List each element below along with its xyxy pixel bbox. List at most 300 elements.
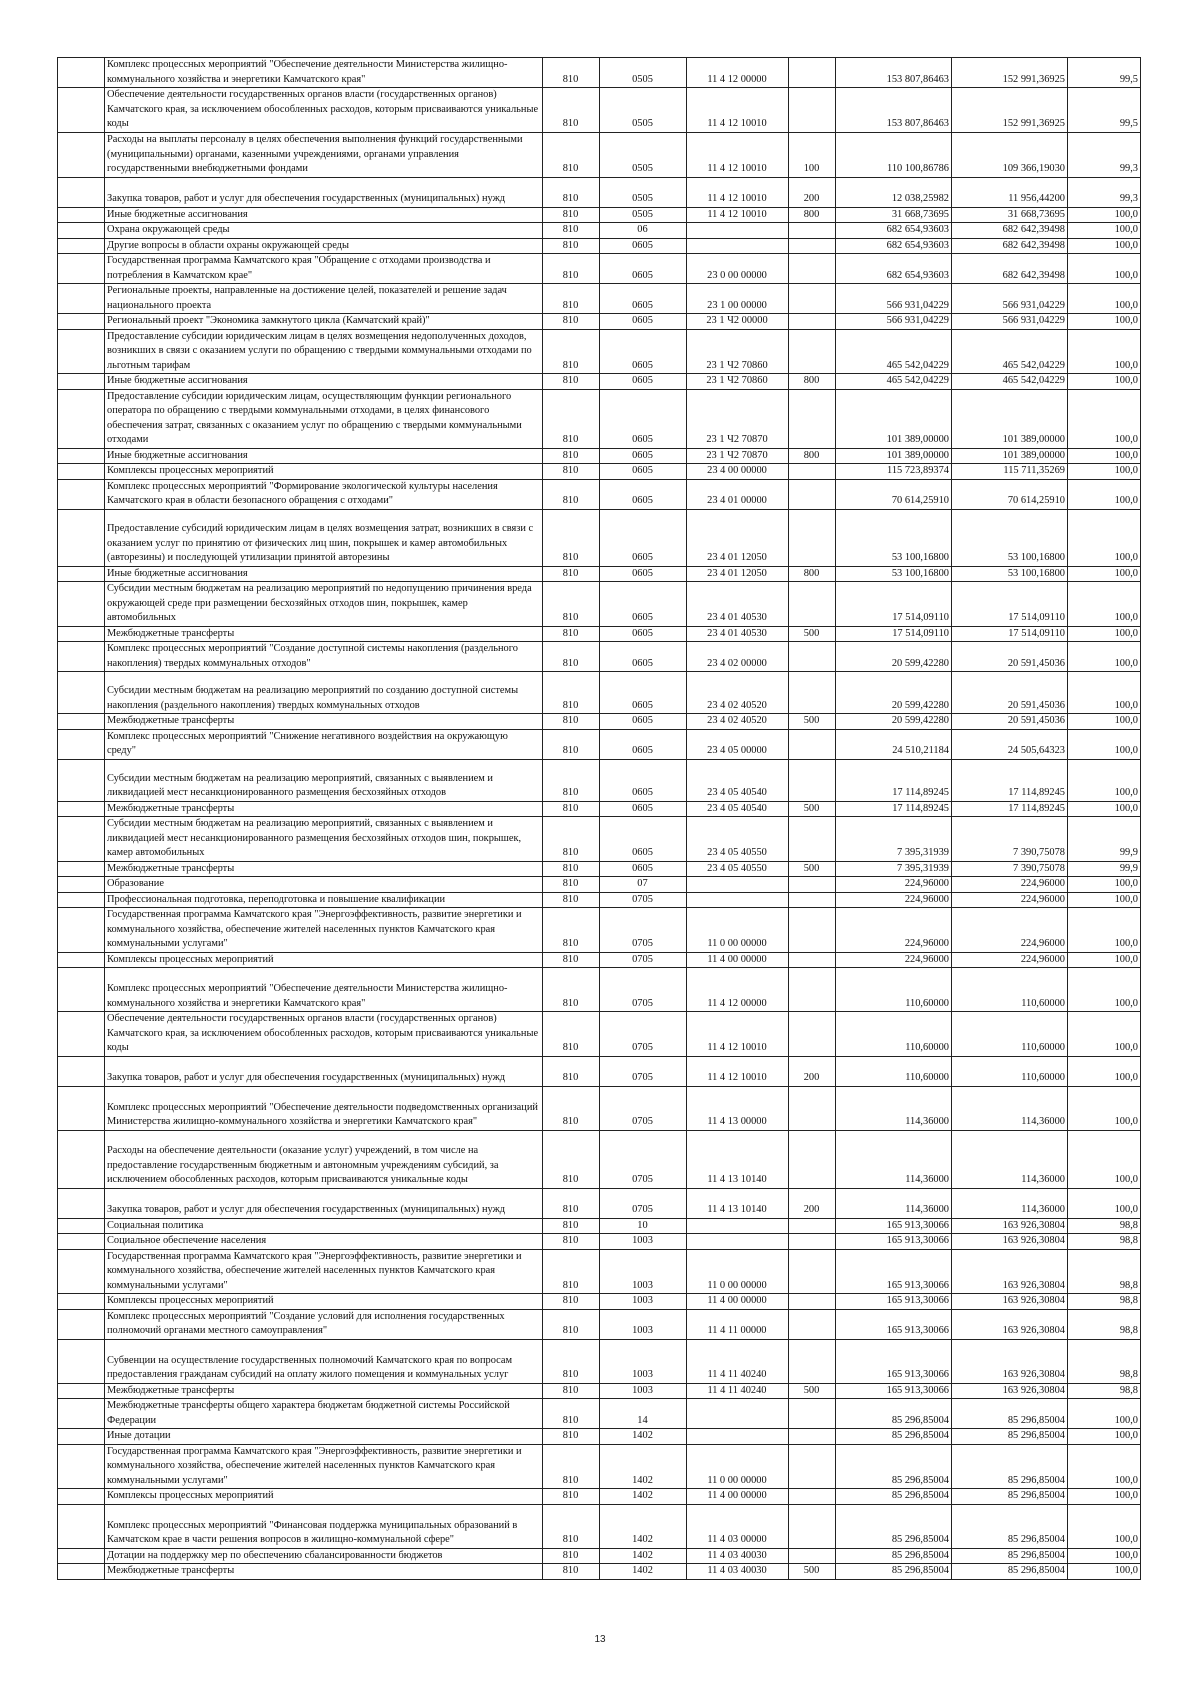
target-article-cell: 23 4 00 00000 bbox=[687, 464, 789, 480]
expense-type-cell bbox=[789, 479, 836, 509]
expense-type-cell: 200 bbox=[789, 1056, 836, 1086]
table-row bbox=[58, 314, 1141, 330]
table-row bbox=[58, 329, 1141, 374]
plan-amount-cell: 566 931,04229 bbox=[836, 314, 952, 330]
section-code-cell: 0605 bbox=[600, 817, 687, 862]
table-row bbox=[58, 1489, 1141, 1505]
table-row bbox=[58, 714, 1141, 730]
table-row bbox=[58, 908, 1141, 953]
target-article-cell: 11 4 12 00000 bbox=[687, 968, 789, 1012]
grbs-code-cell: 810 bbox=[543, 1444, 600, 1489]
section-code-cell: 1402 bbox=[600, 1489, 687, 1505]
plan-amount-cell: 12 038,25982 bbox=[836, 177, 952, 207]
section-code-cell: 1402 bbox=[600, 1548, 687, 1564]
table-row bbox=[58, 207, 1141, 223]
table-row bbox=[58, 58, 1141, 88]
actual-amount-cell: 85 296,85004 bbox=[952, 1489, 1068, 1505]
target-article-cell: 11 4 12 10010 bbox=[687, 1056, 789, 1086]
target-article-cell: 23 4 01 00000 bbox=[687, 479, 789, 509]
row-marker-cell bbox=[58, 132, 105, 177]
plan-amount-cell: 70 614,25910 bbox=[836, 479, 952, 509]
plan-amount-cell: 85 296,85004 bbox=[836, 1444, 952, 1489]
section-code-cell: 0605 bbox=[600, 642, 687, 672]
actual-amount-cell: 17 114,89245 bbox=[952, 759, 1068, 801]
grbs-code-cell: 810 bbox=[543, 672, 600, 714]
row-marker-cell bbox=[58, 177, 105, 207]
table-row bbox=[58, 566, 1141, 582]
item-name-cell: Иные бюджетные ассигнования bbox=[105, 374, 543, 390]
actual-amount-cell: 163 926,30804 bbox=[952, 1294, 1068, 1310]
actual-amount-cell: 465 542,04229 bbox=[952, 329, 1068, 374]
table-row bbox=[58, 1086, 1141, 1130]
row-marker-cell bbox=[58, 1218, 105, 1234]
actual-amount-cell: 163 926,30804 bbox=[952, 1339, 1068, 1383]
plan-amount-cell: 85 296,85004 bbox=[836, 1429, 952, 1445]
table-row bbox=[58, 1249, 1141, 1294]
table-row bbox=[58, 254, 1141, 284]
item-name-cell: Профессиональная подготовка, переподготовка и повышение квалификации bbox=[105, 892, 543, 908]
section-code-cell: 0705 bbox=[600, 908, 687, 953]
section-code-cell: 0705 bbox=[600, 952, 687, 968]
grbs-code-cell: 810 bbox=[543, 238, 600, 254]
plan-amount-cell: 110,60000 bbox=[836, 968, 952, 1012]
expense-type-cell bbox=[789, 968, 836, 1012]
plan-amount-cell: 17 514,09110 bbox=[836, 626, 952, 642]
item-name-cell: Межбюджетные трансферты bbox=[105, 801, 543, 817]
section-code-cell: 0605 bbox=[600, 729, 687, 759]
actual-amount-cell: 7 390,75078 bbox=[952, 861, 1068, 877]
grbs-code-cell: 810 bbox=[543, 801, 600, 817]
budget-execution-table bbox=[57, 57, 1141, 1580]
actual-amount-cell: 109 366,19030 bbox=[952, 132, 1068, 177]
plan-amount-cell: 165 913,30066 bbox=[836, 1339, 952, 1383]
table-row bbox=[58, 389, 1141, 448]
execution-percent-cell: 100,0 bbox=[1068, 642, 1141, 672]
row-marker-cell bbox=[58, 817, 105, 862]
plan-amount-cell: 85 296,85004 bbox=[836, 1564, 952, 1580]
item-name-cell: Предоставление субсидии юридическим лицам, осуществляющим функции регионального оператора по обращению с твердыми коммунальными отходами, в целях финансового обеспечения затрат, связанных с оказанием услуг по обращению с твердыми коммунальными отходами bbox=[105, 389, 543, 448]
section-code-cell: 14 bbox=[600, 1399, 687, 1429]
target-article-cell: 11 4 11 40240 bbox=[687, 1383, 789, 1399]
section-code-cell: 0505 bbox=[600, 88, 687, 133]
target-article-cell: 23 1 Ч2 70860 bbox=[687, 329, 789, 374]
execution-percent-cell: 100,0 bbox=[1068, 284, 1141, 314]
execution-percent-cell: 98,8 bbox=[1068, 1294, 1141, 1310]
expense-type-cell bbox=[789, 1429, 836, 1445]
section-code-cell: 1003 bbox=[600, 1309, 687, 1339]
plan-amount-cell: 85 296,85004 bbox=[836, 1399, 952, 1429]
grbs-code-cell: 810 bbox=[543, 582, 600, 627]
item-name-cell: Иные бюджетные ассигнования bbox=[105, 448, 543, 464]
table-row bbox=[58, 464, 1141, 480]
plan-amount-cell: 110,60000 bbox=[836, 1056, 952, 1086]
plan-amount-cell: 17 114,89245 bbox=[836, 801, 952, 817]
actual-amount-cell: 224,96000 bbox=[952, 877, 1068, 893]
grbs-code-cell: 810 bbox=[543, 1504, 600, 1548]
grbs-code-cell: 810 bbox=[543, 729, 600, 759]
execution-percent-cell: 100,0 bbox=[1068, 238, 1141, 254]
item-name-cell: Обеспечение деятельности государственных органов власти (государственных органов) Камчатского края, за исключением обособленных расходов, которым присваиваются уникальные коды bbox=[105, 1012, 543, 1057]
section-code-cell: 1003 bbox=[600, 1383, 687, 1399]
expense-type-cell bbox=[789, 1130, 836, 1188]
execution-percent-cell: 100,0 bbox=[1068, 223, 1141, 239]
table-row bbox=[58, 1012, 1141, 1057]
actual-amount-cell: 110,60000 bbox=[952, 968, 1068, 1012]
actual-amount-cell: 85 296,85004 bbox=[952, 1429, 1068, 1445]
actual-amount-cell: 17 514,09110 bbox=[952, 582, 1068, 627]
item-name-cell: Региональный проект "Экономика замкнутого цикла (Камчатский край)" bbox=[105, 314, 543, 330]
target-article-cell: 11 4 12 10010 bbox=[687, 207, 789, 223]
execution-percent-cell: 100,0 bbox=[1068, 464, 1141, 480]
expense-type-cell: 100 bbox=[789, 132, 836, 177]
actual-amount-cell: 85 296,85004 bbox=[952, 1444, 1068, 1489]
section-code-cell: 10 bbox=[600, 1218, 687, 1234]
plan-amount-cell: 165 913,30066 bbox=[836, 1309, 952, 1339]
row-marker-cell bbox=[58, 759, 105, 801]
target-article-cell: 11 4 12 10010 bbox=[687, 132, 789, 177]
execution-percent-cell: 100,0 bbox=[1068, 729, 1141, 759]
expense-type-cell: 200 bbox=[789, 177, 836, 207]
section-code-cell: 0705 bbox=[600, 1130, 687, 1188]
execution-percent-cell: 98,8 bbox=[1068, 1249, 1141, 1294]
section-code-cell: 0605 bbox=[600, 672, 687, 714]
plan-amount-cell: 153 807,86463 bbox=[836, 58, 952, 88]
plan-amount-cell: 153 807,86463 bbox=[836, 88, 952, 133]
item-name-cell: Субсидии местным бюджетам на реализацию мероприятий по созданию доступной системы накопления (раздельного накопления) твердых коммунальных отходов bbox=[105, 672, 543, 714]
table-row bbox=[58, 892, 1141, 908]
section-code-cell: 0605 bbox=[600, 329, 687, 374]
target-article-cell: 11 4 11 00000 bbox=[687, 1309, 789, 1339]
plan-amount-cell: 101 389,00000 bbox=[836, 448, 952, 464]
table-row bbox=[58, 1504, 1141, 1548]
execution-percent-cell: 100,0 bbox=[1068, 389, 1141, 448]
target-article-cell bbox=[687, 223, 789, 239]
plan-amount-cell: 20 599,42280 bbox=[836, 642, 952, 672]
target-article-cell: 11 4 00 00000 bbox=[687, 1489, 789, 1505]
target-article-cell bbox=[687, 1218, 789, 1234]
section-code-cell: 1003 bbox=[600, 1234, 687, 1250]
expense-type-cell bbox=[789, 58, 836, 88]
item-name-cell: Расходы на выплаты персоналу в целях обеспечения выполнения функций государственными (муниципальными) органами, казенными учреждениями, органами управления государственными внебюджетными фондами bbox=[105, 132, 543, 177]
target-article-cell: 11 4 13 00000 bbox=[687, 1086, 789, 1130]
expense-type-cell: 500 bbox=[789, 861, 836, 877]
actual-amount-cell: 115 711,35269 bbox=[952, 464, 1068, 480]
expense-type-cell bbox=[789, 817, 836, 862]
execution-percent-cell: 98,8 bbox=[1068, 1339, 1141, 1383]
execution-percent-cell: 100,0 bbox=[1068, 329, 1141, 374]
plan-amount-cell: 114,36000 bbox=[836, 1188, 952, 1218]
actual-amount-cell: 53 100,16800 bbox=[952, 509, 1068, 566]
grbs-code-cell: 810 bbox=[543, 642, 600, 672]
row-marker-cell bbox=[58, 1249, 105, 1294]
actual-amount-cell: 85 296,85004 bbox=[952, 1548, 1068, 1564]
grbs-code-cell: 810 bbox=[543, 58, 600, 88]
section-code-cell: 1402 bbox=[600, 1564, 687, 1580]
grbs-code-cell: 810 bbox=[543, 1056, 600, 1086]
actual-amount-cell: 24 505,64323 bbox=[952, 729, 1068, 759]
item-name-cell: Комплекс процессных мероприятий "Обеспечение деятельности Министерства жилищно-коммунального хозяйства и энергетики Камчатского края" bbox=[105, 968, 543, 1012]
grbs-code-cell: 810 bbox=[543, 1218, 600, 1234]
plan-amount-cell: 465 542,04229 bbox=[836, 329, 952, 374]
actual-amount-cell: 85 296,85004 bbox=[952, 1564, 1068, 1580]
actual-amount-cell: 53 100,16800 bbox=[952, 566, 1068, 582]
table-row bbox=[58, 952, 1141, 968]
section-code-cell: 0605 bbox=[600, 448, 687, 464]
row-marker-cell bbox=[58, 464, 105, 480]
item-name-cell: Государственная программа Камчатского края "Энергоэффективность, развитие энергетики и коммунального хозяйства, обеспечение жителей населенных пунктов Камчатского края коммунальными услугами" bbox=[105, 1444, 543, 1489]
expense-type-cell bbox=[789, 892, 836, 908]
grbs-code-cell: 810 bbox=[543, 1564, 600, 1580]
row-marker-cell bbox=[58, 1234, 105, 1250]
grbs-code-cell: 810 bbox=[543, 329, 600, 374]
actual-amount-cell: 566 931,04229 bbox=[952, 284, 1068, 314]
plan-amount-cell: 20 599,42280 bbox=[836, 714, 952, 730]
grbs-code-cell: 810 bbox=[543, 1086, 600, 1130]
expense-type-cell bbox=[789, 1086, 836, 1130]
expense-type-cell bbox=[789, 509, 836, 566]
expense-type-cell bbox=[789, 329, 836, 374]
expense-type-cell bbox=[789, 88, 836, 133]
item-name-cell: Комплекс процессных мероприятий "Создание условий для исполнения государственных полномочий органами местного самоуправления" bbox=[105, 1309, 543, 1339]
row-marker-cell bbox=[58, 448, 105, 464]
actual-amount-cell: 17 514,09110 bbox=[952, 626, 1068, 642]
section-code-cell: 0705 bbox=[600, 892, 687, 908]
expense-type-cell bbox=[789, 1548, 836, 1564]
execution-percent-cell: 100,0 bbox=[1068, 566, 1141, 582]
expense-type-cell: 800 bbox=[789, 566, 836, 582]
expense-type-cell bbox=[789, 389, 836, 448]
plan-amount-cell: 85 296,85004 bbox=[836, 1489, 952, 1505]
grbs-code-cell: 810 bbox=[543, 254, 600, 284]
execution-percent-cell: 100,0 bbox=[1068, 1086, 1141, 1130]
table-row bbox=[58, 817, 1141, 862]
execution-percent-cell: 100,0 bbox=[1068, 1548, 1141, 1564]
target-article-cell: 11 4 13 10140 bbox=[687, 1130, 789, 1188]
section-code-cell: 0605 bbox=[600, 374, 687, 390]
target-article-cell bbox=[687, 877, 789, 893]
expense-type-cell bbox=[789, 908, 836, 953]
plan-amount-cell: 31 668,73695 bbox=[836, 207, 952, 223]
table-row bbox=[58, 88, 1141, 133]
expense-type-cell bbox=[789, 1012, 836, 1057]
execution-percent-cell: 99,5 bbox=[1068, 58, 1141, 88]
grbs-code-cell: 810 bbox=[543, 566, 600, 582]
actual-amount-cell: 163 926,30804 bbox=[952, 1309, 1068, 1339]
expense-type-cell: 200 bbox=[789, 1188, 836, 1218]
row-marker-cell bbox=[58, 861, 105, 877]
target-article-cell bbox=[687, 1399, 789, 1429]
item-name-cell: Охрана окружающей среды bbox=[105, 223, 543, 239]
grbs-code-cell: 810 bbox=[543, 714, 600, 730]
table-row bbox=[58, 759, 1141, 801]
row-marker-cell bbox=[58, 88, 105, 133]
execution-percent-cell: 100,0 bbox=[1068, 714, 1141, 730]
actual-amount-cell: 7 390,75078 bbox=[952, 817, 1068, 862]
row-marker-cell bbox=[58, 1086, 105, 1130]
target-article-cell: 23 4 01 12050 bbox=[687, 566, 789, 582]
section-code-cell: 07 bbox=[600, 877, 687, 893]
item-name-cell: Государственная программа Камчатского края "Энергоэффективность, развитие энергетики и коммунального хозяйства, обеспечение жителей населенных пунктов Камчатского края коммунальными услугами" bbox=[105, 1249, 543, 1294]
expense-type-cell bbox=[789, 1294, 836, 1310]
execution-percent-cell: 100,0 bbox=[1068, 968, 1141, 1012]
target-article-cell: 11 4 00 00000 bbox=[687, 1294, 789, 1310]
expense-type-cell bbox=[789, 1339, 836, 1383]
actual-amount-cell: 110,60000 bbox=[952, 1056, 1068, 1086]
execution-percent-cell: 100,0 bbox=[1068, 801, 1141, 817]
plan-amount-cell: 566 931,04229 bbox=[836, 284, 952, 314]
actual-amount-cell: 682 642,39498 bbox=[952, 238, 1068, 254]
table-row bbox=[58, 1234, 1141, 1250]
table-row bbox=[58, 448, 1141, 464]
execution-percent-cell: 100,0 bbox=[1068, 1056, 1141, 1086]
grbs-code-cell: 810 bbox=[543, 626, 600, 642]
actual-amount-cell: 224,96000 bbox=[952, 892, 1068, 908]
target-article-cell bbox=[687, 892, 789, 908]
target-article-cell: 23 4 02 40520 bbox=[687, 672, 789, 714]
section-code-cell: 0605 bbox=[600, 479, 687, 509]
row-marker-cell bbox=[58, 479, 105, 509]
table-row bbox=[58, 1339, 1141, 1383]
plan-amount-cell: 101 389,00000 bbox=[836, 389, 952, 448]
item-name-cell: Иные дотации bbox=[105, 1429, 543, 1445]
execution-percent-cell: 98,8 bbox=[1068, 1234, 1141, 1250]
table-row bbox=[58, 284, 1141, 314]
table-row bbox=[58, 1548, 1141, 1564]
execution-percent-cell: 100,0 bbox=[1068, 952, 1141, 968]
execution-percent-cell: 98,8 bbox=[1068, 1309, 1141, 1339]
row-marker-cell bbox=[58, 1294, 105, 1310]
table-row bbox=[58, 177, 1141, 207]
execution-percent-cell: 100,0 bbox=[1068, 1399, 1141, 1429]
execution-percent-cell: 100,0 bbox=[1068, 1012, 1141, 1057]
actual-amount-cell: 11 956,44200 bbox=[952, 177, 1068, 207]
expense-type-cell: 800 bbox=[789, 374, 836, 390]
table-row bbox=[58, 1056, 1141, 1086]
target-article-cell: 11 4 13 10140 bbox=[687, 1188, 789, 1218]
expense-type-cell bbox=[789, 952, 836, 968]
plan-amount-cell: 224,96000 bbox=[836, 908, 952, 953]
item-name-cell: Комплексы процессных мероприятий bbox=[105, 464, 543, 480]
target-article-cell: 23 1 Ч2 70870 bbox=[687, 389, 789, 448]
item-name-cell: Расходы на обеспечение деятельности (оказание услуг) учреждений, в том числе на предоставление государственным бюджетным и автономным учреждениям субсидий, за исключением обособленных расходов, которым присваиваются уникальные коды bbox=[105, 1130, 543, 1188]
section-code-cell: 0505 bbox=[600, 207, 687, 223]
row-marker-cell bbox=[58, 314, 105, 330]
item-name-cell: Обеспечение деятельности государственных органов власти (государственных органов) Камчатского края, за исключением обособленных расходов, которым присваиваются уникальные коды bbox=[105, 88, 543, 133]
grbs-code-cell: 810 bbox=[543, 892, 600, 908]
item-name-cell: Межбюджетные трансферты bbox=[105, 1383, 543, 1399]
execution-percent-cell: 98,8 bbox=[1068, 1218, 1141, 1234]
actual-amount-cell: 31 668,73695 bbox=[952, 207, 1068, 223]
table-row bbox=[58, 1564, 1141, 1580]
row-marker-cell bbox=[58, 801, 105, 817]
item-name-cell: Закупка товаров, работ и услуг для обеспечения государственных (муниципальных) нужд bbox=[105, 177, 543, 207]
expense-type-cell bbox=[789, 314, 836, 330]
item-name-cell: Комплекс процессных мероприятий "Снижение негативного воздействия на окружающую среду" bbox=[105, 729, 543, 759]
target-article-cell: 11 4 12 10010 bbox=[687, 177, 789, 207]
expense-type-cell: 800 bbox=[789, 207, 836, 223]
expense-type-cell: 500 bbox=[789, 1564, 836, 1580]
section-code-cell: 0605 bbox=[600, 254, 687, 284]
section-code-cell: 1003 bbox=[600, 1339, 687, 1383]
table-row bbox=[58, 1130, 1141, 1188]
actual-amount-cell: 20 591,45036 bbox=[952, 672, 1068, 714]
expense-type-cell bbox=[789, 1249, 836, 1294]
actual-amount-cell: 163 926,30804 bbox=[952, 1383, 1068, 1399]
grbs-code-cell: 810 bbox=[543, 479, 600, 509]
actual-amount-cell: 163 926,30804 bbox=[952, 1218, 1068, 1234]
expense-type-cell bbox=[789, 1234, 836, 1250]
item-name-cell: Региональные проекты, направленные на достижение целей, показателей и решение задач национального проекта bbox=[105, 284, 543, 314]
grbs-code-cell: 810 bbox=[543, 1249, 600, 1294]
actual-amount-cell: 110,60000 bbox=[952, 1012, 1068, 1057]
grbs-code-cell: 810 bbox=[543, 1234, 600, 1250]
table-body bbox=[58, 58, 1141, 1580]
actual-amount-cell: 85 296,85004 bbox=[952, 1504, 1068, 1548]
target-article-cell: 11 0 00 00000 bbox=[687, 1249, 789, 1294]
item-name-cell: Другие вопросы в области охраны окружающей среды bbox=[105, 238, 543, 254]
plan-amount-cell: 165 913,30066 bbox=[836, 1294, 952, 1310]
table-row bbox=[58, 1188, 1141, 1218]
plan-amount-cell: 165 913,30066 bbox=[836, 1383, 952, 1399]
row-marker-cell bbox=[58, 238, 105, 254]
plan-amount-cell: 224,96000 bbox=[836, 877, 952, 893]
grbs-code-cell: 810 bbox=[543, 1429, 600, 1445]
section-code-cell: 0605 bbox=[600, 861, 687, 877]
row-marker-cell bbox=[58, 1444, 105, 1489]
item-name-cell: Закупка товаров, работ и услуг для обеспечения государственных (муниципальных) нужд bbox=[105, 1188, 543, 1218]
row-marker-cell bbox=[58, 1399, 105, 1429]
grbs-code-cell: 810 bbox=[543, 952, 600, 968]
execution-percent-cell: 99,9 bbox=[1068, 861, 1141, 877]
execution-percent-cell: 99,3 bbox=[1068, 132, 1141, 177]
section-code-cell: 0605 bbox=[600, 626, 687, 642]
row-marker-cell bbox=[58, 952, 105, 968]
execution-percent-cell: 100,0 bbox=[1068, 1188, 1141, 1218]
item-name-cell: Государственная программа Камчатского края "Энергоэффективность, развитие энергетики и коммунального хозяйства, обеспечение жителей населенных пунктов Камчатского края коммунальными услугами" bbox=[105, 908, 543, 953]
item-name-cell: Комплекс процессных мероприятий "Обеспечение деятельности подведомственных организаций Министерства жилищно-коммунального хозяйства и энергетики Камчатского края" bbox=[105, 1086, 543, 1130]
table-row bbox=[58, 1399, 1141, 1429]
expense-type-cell bbox=[789, 254, 836, 284]
section-code-cell: 0605 bbox=[600, 238, 687, 254]
table-row bbox=[58, 582, 1141, 627]
plan-amount-cell: 682 654,93603 bbox=[836, 223, 952, 239]
plan-amount-cell: 165 913,30066 bbox=[836, 1218, 952, 1234]
execution-percent-cell: 100,0 bbox=[1068, 908, 1141, 953]
plan-amount-cell: 465 542,04229 bbox=[836, 374, 952, 390]
expense-type-cell: 500 bbox=[789, 1383, 836, 1399]
grbs-code-cell: 810 bbox=[543, 1383, 600, 1399]
target-article-cell: 11 4 03 40030 bbox=[687, 1548, 789, 1564]
grbs-code-cell: 810 bbox=[543, 389, 600, 448]
actual-amount-cell: 224,96000 bbox=[952, 952, 1068, 968]
section-code-cell: 0705 bbox=[600, 1056, 687, 1086]
grbs-code-cell: 810 bbox=[543, 1012, 600, 1057]
row-marker-cell bbox=[58, 329, 105, 374]
target-article-cell: 11 4 00 00000 bbox=[687, 952, 789, 968]
expense-type-cell bbox=[789, 1218, 836, 1234]
row-marker-cell bbox=[58, 1548, 105, 1564]
item-name-cell: Субсидии местным бюджетам на реализацию мероприятий, связанных с выявлением и ликвидацией мест несанкционированного размещения бесхозяйных отходов bbox=[105, 759, 543, 801]
target-article-cell: 23 4 02 00000 bbox=[687, 642, 789, 672]
section-code-cell: 0605 bbox=[600, 464, 687, 480]
actual-amount-cell: 152 991,36925 bbox=[952, 88, 1068, 133]
item-name-cell: Комплекс процессных мероприятий "Финансовая поддержка муниципальных образований в Камчатском крае в части решения вопросов в жилищно-коммунальной сфере" bbox=[105, 1504, 543, 1548]
plan-amount-cell: 224,96000 bbox=[836, 892, 952, 908]
row-marker-cell bbox=[58, 58, 105, 88]
execution-percent-cell: 100,0 bbox=[1068, 582, 1141, 627]
grbs-code-cell: 810 bbox=[543, 817, 600, 862]
item-name-cell: Комплексы процессных мероприятий bbox=[105, 952, 543, 968]
